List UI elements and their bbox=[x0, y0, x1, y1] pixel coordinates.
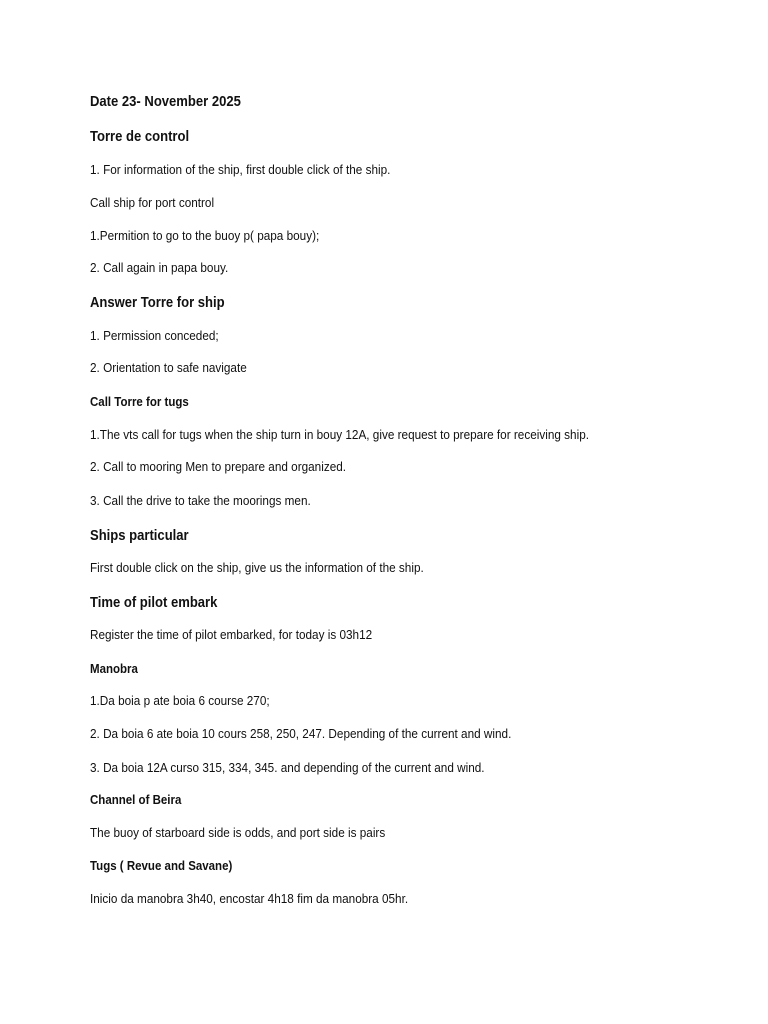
heading-answer-torre: Answer Torre for ship bbox=[90, 295, 225, 311]
paragraph: Register the time of pilot embarked, for today is 03h12 bbox=[90, 628, 373, 642]
paragraph: The buoy of starboard side is odds, and port side is pairs bbox=[90, 826, 386, 840]
paragraph: 1.Da boia p ate boia 6 course 270; bbox=[90, 694, 270, 708]
paragraph: 2. Da boia 6 ate boia 10 cours 258, 250, 247. Depending of the current and wind. bbox=[90, 727, 512, 741]
paragraph: 2. Orientation to safe navigate bbox=[90, 361, 247, 375]
paragraph: Inicio da manobra 3h40, encostar 4h18 fim da manobra 05hr. bbox=[90, 892, 409, 906]
heading-torre-de-control: Torre de control bbox=[90, 129, 190, 145]
heading-call-torre-tugs: Call Torre for tugs bbox=[90, 395, 189, 409]
paragraph: 2. Call again in papa bouy. bbox=[90, 261, 229, 275]
heading-channel-of-beira: Channel of Beira bbox=[90, 793, 182, 807]
paragraph: Call ship for port control bbox=[90, 196, 215, 210]
paragraph: 1. Permission conceded; bbox=[90, 329, 219, 343]
paragraph: 2. Call to mooring Men to prepare and organized. bbox=[90, 460, 347, 474]
paragraph: 3. Call the drive to take the moorings men. bbox=[90, 494, 311, 508]
heading-ships-particular: Ships particular bbox=[90, 528, 189, 544]
paragraph: 3. Da boia 12A curso 315, 334, 345. and depending of the current and wind. bbox=[90, 761, 485, 775]
paragraph: 1.Permition to go to the buoy p( papa bouy); bbox=[90, 229, 320, 243]
paragraph: First double click on the ship, give us the information of the ship. bbox=[90, 561, 424, 575]
heading-pilot-embark: Time of pilot embark bbox=[90, 595, 218, 611]
paragraph: 1. For information of the ship, first double click of the ship. bbox=[90, 163, 391, 177]
heading-manobra: Manobra bbox=[90, 662, 138, 676]
heading-tugs: Tugs ( Revue and Savane) bbox=[90, 859, 233, 873]
document-date: Date 23- November 2025 bbox=[90, 94, 241, 110]
paragraph: 1.The vts call for tugs when the ship turn in bouy 12A, give request to prepare for receiving ship. bbox=[90, 428, 590, 442]
